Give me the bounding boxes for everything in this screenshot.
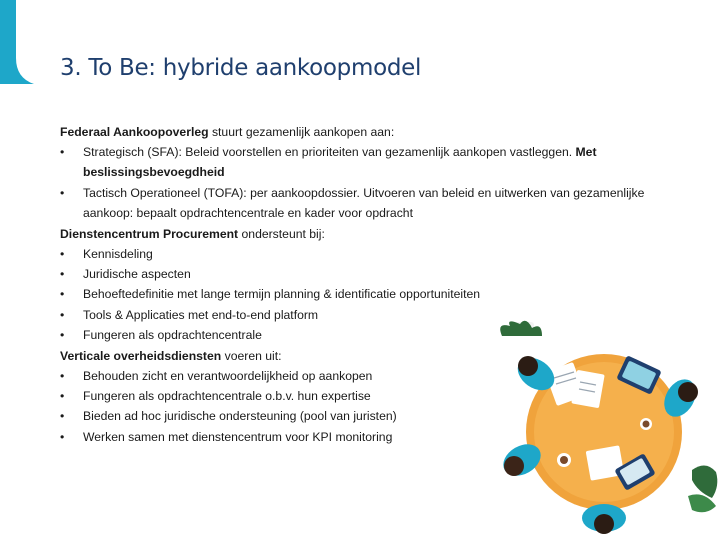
list-item: • Fungeren als opdrachtencentrale bbox=[60, 328, 262, 343]
list-item: • Fungeren als opdrachtencentrale o.b.v. hun expertise bbox=[60, 389, 371, 404]
list-item: • Kennisdeling bbox=[60, 246, 153, 261]
meeting-table-illustration bbox=[492, 320, 720, 540]
section-heading-federaal: Federaal Aankoopoverleg stuurt gezamenlijk aankopen aan: bbox=[60, 125, 395, 139]
section-heading-dienstencentrum: Dienstencentrum Procurement ondersteunt bij: bbox=[60, 226, 325, 241]
list-item: • Tactisch Operationeel (TOFA): per aankoopdossier. Uitvoeren van beleid en uitwerken van gezamenlijke aankoop: bepaalt opdrachtencentrale en kader voor opdracht bbox=[60, 185, 645, 221]
plant-icon bbox=[688, 465, 717, 512]
person-icon bbox=[582, 504, 626, 534]
list-item: • Bieden ad hoc juridische ondersteuning (pool van juristen) bbox=[60, 409, 397, 424]
page-title: 3. To Be: hybride aankoopmodel bbox=[60, 55, 422, 81]
list-item: • Tools & Applicaties met end-to-end platform bbox=[60, 307, 319, 322]
corner-decoration bbox=[0, 0, 40, 90]
section-list-federaal bbox=[60, 142, 650, 224]
list-item: • Behouden zicht en verantwoordelijkheid op aankopen bbox=[60, 368, 373, 383]
list-item: • Strategisch (SFA): Beleid voorstellen en prioriteiten van gezamenlijk aankopen vastleggen. Met beslissingsbevoegdheid bbox=[60, 145, 597, 180]
plant-icon bbox=[500, 321, 542, 336]
list-item: • Werken samen met dienstencentrum voor KPI monitoring bbox=[60, 429, 393, 444]
section-heading-verticale: Verticale overheidsdiensten voeren uit: bbox=[60, 348, 282, 363]
list-item: • Behoeftedefinitie met lange termijn planning & identificatie opportuniteiten bbox=[60, 287, 481, 302]
list-item: • Juridische aspecten bbox=[60, 267, 191, 282]
